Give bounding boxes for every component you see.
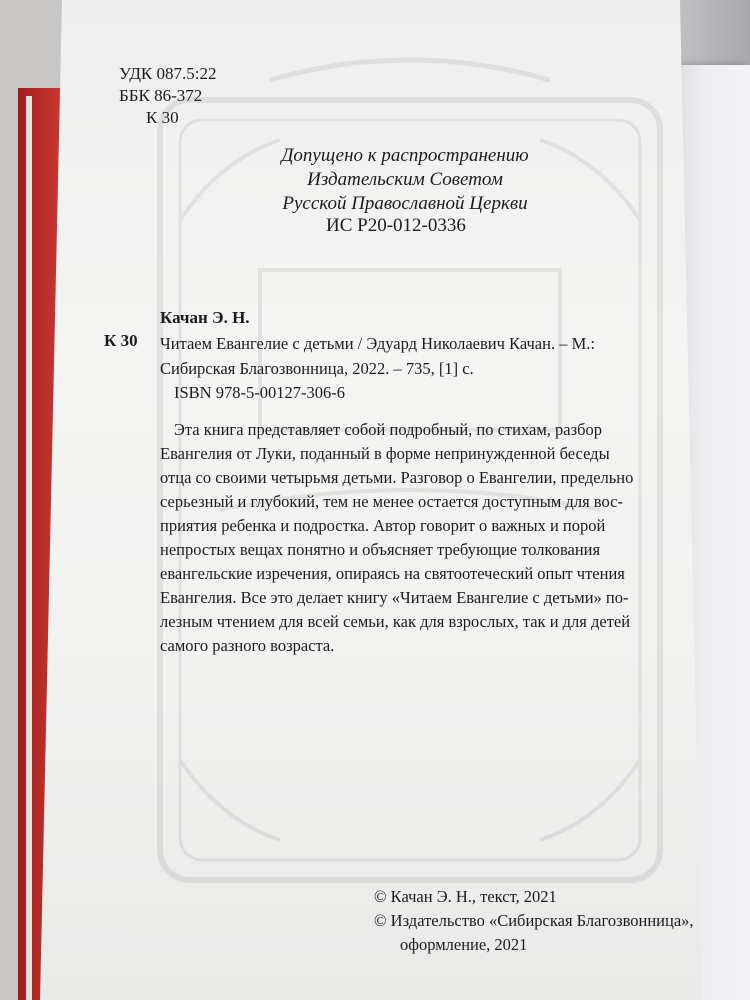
copyright-author: © Качан Э. Н., текст, 2021	[374, 887, 557, 906]
k-code: К 30	[146, 108, 179, 127]
annotation-line-4: серьезный и глубокий, тем не менее остается доступным для вос-	[160, 492, 623, 511]
approval-line-3: Русской Православной Церкви	[282, 193, 528, 214]
approval-line-1: Допущено к распространению	[281, 145, 529, 166]
annotation-line-10: самого разного возраста.	[160, 636, 335, 655]
bbk-code: ББК 86-372	[119, 86, 203, 105]
annotation-line-6: непростых вещах понятно и объясняет требующие толкования	[160, 540, 601, 559]
annotation-line-3: отца со своими четырьмя детьми. Разговор о Евангелии, предельно	[160, 468, 634, 487]
catalog-side-code: К 30	[104, 331, 138, 350]
annotation-line-5: приятия ребенка и подростка. Автор говорит о важных и порой	[160, 516, 606, 535]
annotation-line-8: Евангелия. Все это делает книгу «Читаем Евангелие с детьми» по-	[160, 588, 629, 607]
copyright-design: оформление, 2021	[400, 935, 528, 954]
annotation-line-1: Эта книга представляет собой подробный, по стихам, разбор	[174, 420, 603, 439]
udk-code: УДК 087.5:22	[119, 64, 217, 83]
annotation-line-9: лезным чтением для всей семьи, как для взрослых, так и для детей	[160, 612, 631, 631]
bibliographic-line-2: Сибирская Благозвонница, 2022. – 735, [1] с.	[160, 359, 474, 378]
author-heading: Качан Э. Н.	[160, 308, 250, 327]
copyright-publisher: © Издательство «Сибирская Благозвонница»,	[374, 911, 694, 930]
isbn: ISBN 978-5-00127-306-6	[174, 383, 345, 402]
approval-line-2: Издательским Советом	[307, 169, 503, 190]
annotation-line-7: евангельские изречения, опираясь на святоотеческий опыт чтения	[160, 564, 625, 583]
approval-number: ИС Р20-012-0336	[326, 215, 466, 236]
annotation-line-2: Евангелия от Луки, поданный в форме непринужденной беседы	[160, 444, 610, 463]
bibliographic-line-1: Читаем Евангелие с детьми / Эдуард Николаевич Качан. – М.:	[160, 334, 595, 353]
book-page-edges	[26, 96, 32, 1000]
